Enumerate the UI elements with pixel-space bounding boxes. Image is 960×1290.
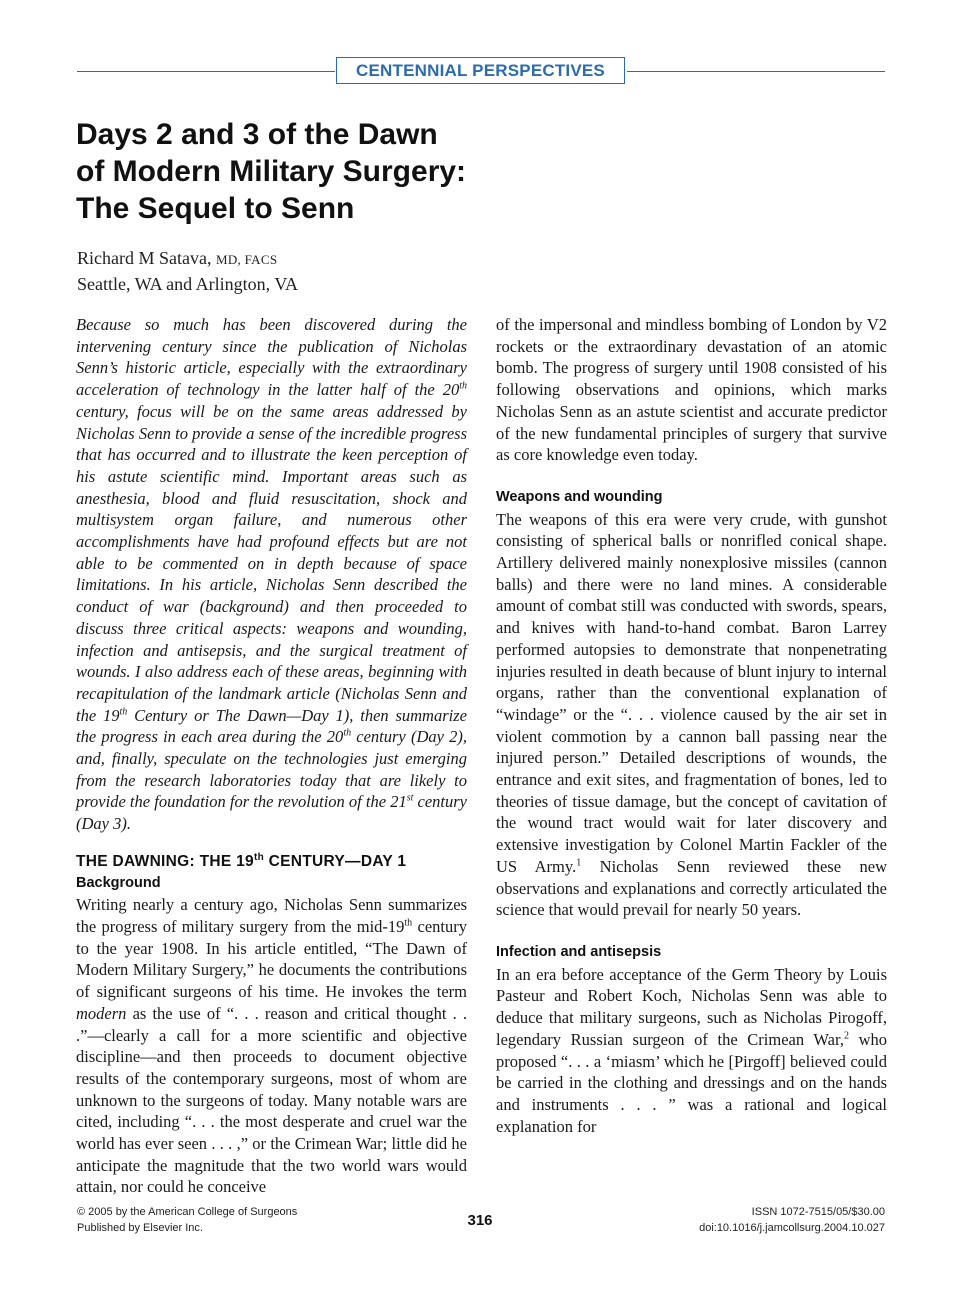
- page-number: 316: [467, 1212, 493, 1229]
- title-line-3: The Sequel to Senn: [76, 192, 355, 225]
- weapons-paragraph: The weapons of this era were very crude, with gunshot consisting of spherical balls or nonrifled conical shape. Artillery delivered mainly nonexplosive missiles (cannon balls) and there were no land mines. A considerable amount of combat still was conducted with swords, spears, and knives with hand-to-hand combat. Baron Larrey performed autopsies to demonstrate that nonpenetrating injuries resulted in death because of blunt injury to internal organs, rather than the conventional explanation of “windage” or the “. . . violence caused by the air set in violent commotion by a cannon ball passing near the injured person.” Detailed descriptions of wounds, the entrance and exit sites, and fragmentation of bones, led to theories of tissue damage, but the concept of cavitation of the wound tract would wait for later discovery and extensive investigation by Colonel Martin Fackler of the US Army.$^1$ Nicholas Senn reviewed these new observations and explanations and correctly articulated the science that would prevail for nearly 50 years.: [496, 509, 888, 920]
- doi[interactable]: doi:10.1016/j.jamcollsurg.2004.10.027: [699, 1222, 885, 1234]
- reference-2[interactable]: 2: [843, 1030, 849, 1042]
- issn: ISSN 1072-7515/05/$30.00: [751, 1206, 885, 1218]
- publisher: Published by Elsevier Inc.: [77, 1222, 203, 1234]
- footer-right: [699, 1204, 885, 1236]
- infection-paragraph: In an era before acceptance of the Germ Theory by Louis Pasteur and Robert Koch, Nicholas Senn was able to deduce that military surgeons, such as Nicholas Pirogoff, legendary Russian surgeon of the Crimean War,$^2$ who proposed “. . . a ‘miasm’ which he [Pirgoff] believed could be carried in the clothing and dressings and on the hands and instruments . . . ” was a rational and logical explanation for: [496, 964, 887, 1136]
- author-block: [77, 246, 298, 297]
- title-line-2: of Modern Military Surgery:: [76, 155, 467, 188]
- section-label: CENTENNIAL PERSPECTIVES: [336, 57, 625, 84]
- right-column: [496, 314, 887, 1137]
- author-credentials: MD, FACS: [215, 252, 278, 267]
- article-title: [76, 116, 546, 227]
- reference-1[interactable]: 1: [576, 857, 582, 869]
- subheading-weapons: Weapons and wounding: [496, 488, 663, 505]
- footer-left: [77, 1204, 297, 1236]
- copyright: © 2005 by the American College of Surgeons: [77, 1206, 298, 1218]
- author-name: Richard M Satava,: [77, 248, 212, 268]
- abstract: Because so much has been discovered during the intervening century since the publication of Nicholas Senn’s historic article, especially with the extraordinary acceleration of technology in the latter half of the 20th century, focus will be on the same areas addressed by Nicholas Senn to provide a sense of the incredible progress that has occurred and to illustrate the keen perception of his astute scientific mind. Important areas such as anesthesia, blood and fluid resuscitation, shock and multisystem organ failure, and numerous other accomplishments have had profound effects but are not able to be commented on in depth because of space limitations. In his article, Nicholas Senn described the conduct of war (background) and then proceeded to discuss three critical aspects: weapons and wounding, infection and antisepsis, and the surgical treatment of wounds. I also address each of these areas, beginning with recapitulation of the landmark article (Nicholas Senn and the 19th Century or The Dawn—Day 1), then summarize the progress in each area during the 20th century (Day 2), and, finally, speculate on the technologies just emerging from the research laboratories today that are likely to provide the foundation for the revolution of the 21st century (Day 3).: [76, 315, 467, 834]
- author-location: Seattle, WA and Arlington, VA: [77, 274, 299, 294]
- body-continuation: of the impersonal and mindless bombing of London by V2 rockets or the extraordinary devastation of an atomic bomb. The progress of surgery until 1908 consisted of his following observations and opinions, which marks Nicholas Senn as an astute scientist and accurate predictor of the new fundamental principles of surgery that survive as core knowledge even today.: [496, 315, 887, 465]
- header-rule-left: [77, 71, 335, 72]
- title-line-1: Days 2 and 3 of the Dawn: [76, 118, 438, 151]
- subheading-infection: Infection and antisepsis: [496, 943, 662, 960]
- section-heading: THE DAWNING: THE 19th CENTURY—DAY 1: [76, 851, 407, 870]
- left-column: [76, 314, 467, 1198]
- header-rule-right: [627, 71, 885, 72]
- body-paragraph: Writing nearly a century ago, Nicholas Senn summarizes the progress of military surgery from the mid-19th century to the year 1908. In his article entitled, “The Dawn of Modern Military Surgery,” he documents the contributions of significant surgeons of his time. He invokes the term modern as the use of “. . . reason and critical thought . . .”—clearly a call for a more scientific and objective discipline—and then proceeds to document objective results of the contemporary surgeons, most of whom are unknown to the surgeons of today. Many notable wars are cited, including “. . . the most desperate and cruel war the world has ever seen . . . ,” or the Crimean War; little did he anticipate the magnitude that the two world wars would attain, nor could he conceive: [76, 895, 467, 1197]
- subheading-background: Background: [76, 874, 161, 891]
